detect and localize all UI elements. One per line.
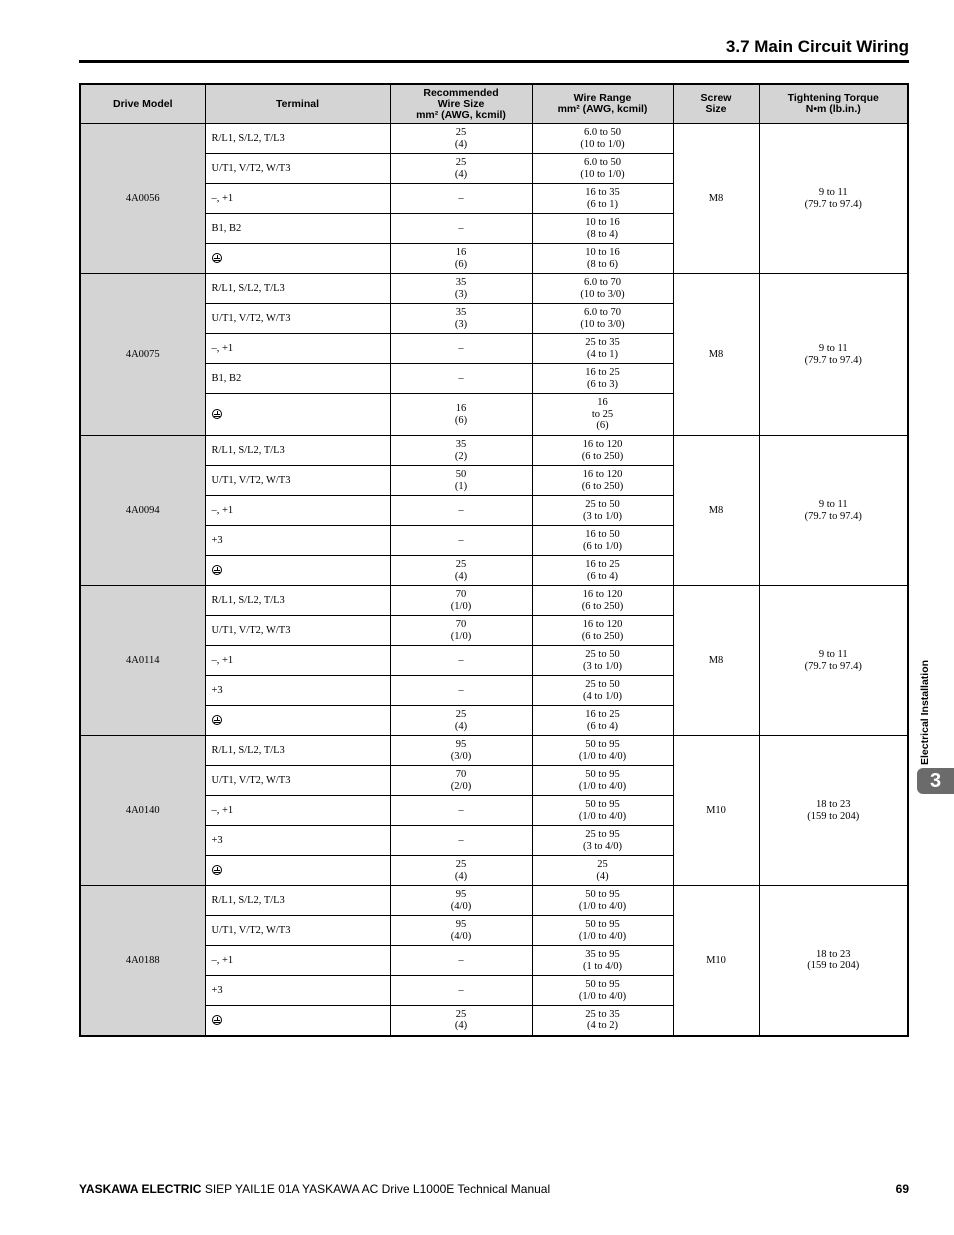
wiring-table [79, 83, 909, 1037]
terminal-cell [205, 1006, 390, 1036]
recommended-wire-size-cell: 70 (1/0) [390, 586, 532, 616]
terminal-cell: U/T1, V/T2, W/T3 [205, 304, 390, 334]
terminal-cell: +3 [205, 826, 390, 856]
col-header-recommended-wire-size: Recommended Wire Size mm² (AWG, kcmil) [390, 84, 532, 124]
terminal-cell: U/T1, V/T2, W/T3 [205, 766, 390, 796]
recommended-wire-size-cell: – [390, 496, 532, 526]
wire-range-cell: 16 to 120 (6 to 250) [532, 466, 673, 496]
recommended-wire-size-cell: – [390, 184, 532, 214]
terminal-cell: –, +1 [205, 496, 390, 526]
recommended-wire-size-cell: – [390, 676, 532, 706]
tightening-torque-cell: 9 to 11 (79.7 to 97.4) [759, 274, 908, 436]
wire-range-cell: 16 to 35 (6 to 1) [532, 184, 673, 214]
screw-size-cell: M8 [673, 124, 759, 274]
recommended-wire-size-cell: 95 (4/0) [390, 886, 532, 916]
recommended-wire-size-cell: – [390, 826, 532, 856]
wire-range-cell: 50 to 95 (1/0 to 4/0) [532, 736, 673, 766]
recommended-wire-size-cell: – [390, 526, 532, 556]
terminal-cell: –, +1 [205, 646, 390, 676]
ground-terminal-icon [212, 715, 222, 725]
terminal-cell [205, 556, 390, 586]
wire-range-cell: 25 (4) [532, 856, 673, 886]
recommended-wire-size-cell: 50 (1) [390, 466, 532, 496]
recommended-wire-size-cell: 16 (6) [390, 394, 532, 436]
recommended-wire-size-cell: – [390, 946, 532, 976]
terminal-cell: –, +1 [205, 946, 390, 976]
wire-range-cell: 16 to 50 (6 to 1/0) [532, 526, 673, 556]
terminal-cell: B1, B2 [205, 364, 390, 394]
footer [79, 1182, 909, 1196]
col-header-tightening-torque: Tightening Torque N•m (lb.in.) [759, 84, 908, 124]
table-header-row [80, 84, 908, 124]
terminal-cell: U/T1, V/T2, W/T3 [205, 616, 390, 646]
wire-range-cell: 16 to 120 (6 to 250) [532, 436, 673, 466]
recommended-wire-size-cell: 25 (4) [390, 1006, 532, 1036]
wire-range-cell: 6.0 to 50 (10 to 1/0) [532, 154, 673, 184]
wire-range-cell: 50 to 95 (1/0 to 4/0) [532, 916, 673, 946]
table-row [80, 124, 908, 154]
ground-terminal-icon [212, 253, 222, 263]
terminal-cell: U/T1, V/T2, W/T3 [205, 916, 390, 946]
wire-range-cell: 16 to 25 (6 to 4) [532, 706, 673, 736]
ground-terminal-icon [212, 865, 222, 875]
wire-range-cell: 25 to 50 (3 to 1/0) [532, 496, 673, 526]
table-row [80, 586, 908, 616]
screw-size-cell: M8 [673, 274, 759, 436]
recommended-wire-size-cell: – [390, 334, 532, 364]
recommended-wire-size-cell: 35 (2) [390, 436, 532, 466]
recommended-wire-size-cell: 25 (4) [390, 154, 532, 184]
tightening-torque-cell: 18 to 23 (159 to 204) [759, 736, 908, 886]
screw-size-cell: M8 [673, 586, 759, 736]
terminal-cell: R/L1, S/L2, T/L3 [205, 436, 390, 466]
wire-range-cell: 25 to 35 (4 to 1) [532, 334, 673, 364]
page-number: 69 [895, 1182, 909, 1196]
tightening-torque-cell: 9 to 11 (79.7 to 97.4) [759, 436, 908, 586]
section-title: 3.7 Main Circuit Wiring [725, 37, 909, 56]
col-header-drive-model: Drive Model [80, 84, 205, 124]
ground-terminal-icon [212, 565, 222, 575]
wire-range-cell: 16 to 25 (6 to 3) [532, 364, 673, 394]
wire-range-cell: 16 to 25 (6) [532, 394, 673, 436]
recommended-wire-size-cell: 70 (1/0) [390, 616, 532, 646]
terminal-cell: R/L1, S/L2, T/L3 [205, 886, 390, 916]
recommended-wire-size-cell: 25 (4) [390, 556, 532, 586]
screw-size-cell: M10 [673, 886, 759, 1036]
recommended-wire-size-cell: – [390, 364, 532, 394]
chapter-tab: 3 [917, 768, 954, 794]
terminal-cell: +3 [205, 676, 390, 706]
recommended-wire-size-cell: 25 (4) [390, 706, 532, 736]
drive-model-cell: 4A0056 [80, 124, 205, 274]
col-header-screw-size: Screw Size [673, 84, 759, 124]
recommended-wire-size-cell: 25 (4) [390, 124, 532, 154]
side-tab-label: Electrical Installation [919, 659, 931, 765]
table-row [80, 436, 908, 466]
terminal-cell: –, +1 [205, 184, 390, 214]
table-row [80, 886, 908, 916]
footer-brand: YASKAWA ELECTRIC [79, 1182, 202, 1196]
col-header-terminal: Terminal [205, 84, 390, 124]
wire-range-cell: 16 to 120 (6 to 250) [532, 616, 673, 646]
terminal-cell: –, +1 [205, 334, 390, 364]
recommended-wire-size-cell: 95 (3/0) [390, 736, 532, 766]
wire-range-cell: 50 to 95 (1/0 to 4/0) [532, 766, 673, 796]
ground-terminal-icon [212, 409, 222, 419]
terminal-cell: R/L1, S/L2, T/L3 [205, 274, 390, 304]
recommended-wire-size-cell: 95 (4/0) [390, 916, 532, 946]
recommended-wire-size-cell: – [390, 976, 532, 1006]
drive-model-cell: 4A0094 [80, 436, 205, 586]
recommended-wire-size-cell: 25 (4) [390, 856, 532, 886]
wire-range-cell: 6.0 to 70 (10 to 3/0) [532, 274, 673, 304]
wire-range-cell: 25 to 95 (3 to 4/0) [532, 826, 673, 856]
table-row [80, 274, 908, 304]
footer-doc-title: SIEP YAIL1E 01A YASKAWA AC Drive L1000E Technical Manual [204, 1182, 551, 1196]
wire-range-cell: 25 to 35 (4 to 2) [532, 1006, 673, 1036]
terminal-cell: U/T1, V/T2, W/T3 [205, 466, 390, 496]
wire-range-cell: 35 to 95 (1 to 4/0) [532, 946, 673, 976]
drive-model-cell: 4A0188 [80, 886, 205, 1036]
screw-size-cell: M8 [673, 436, 759, 586]
terminal-cell: R/L1, S/L2, T/L3 [205, 736, 390, 766]
recommended-wire-size-cell: 16 (6) [390, 244, 532, 274]
terminal-cell [205, 856, 390, 886]
tightening-torque-cell: 18 to 23 (159 to 204) [759, 886, 908, 1036]
wire-range-cell: 50 to 95 (1/0 to 4/0) [532, 976, 673, 1006]
tightening-torque-cell: 9 to 11 (79.7 to 97.4) [759, 124, 908, 274]
recommended-wire-size-cell: – [390, 646, 532, 676]
terminal-cell: U/T1, V/T2, W/T3 [205, 154, 390, 184]
drive-model-cell: 4A0114 [80, 586, 205, 736]
drive-model-cell: 4A0140 [80, 736, 205, 886]
terminal-cell: R/L1, S/L2, T/L3 [205, 124, 390, 154]
terminal-cell: –, +1 [205, 796, 390, 826]
recommended-wire-size-cell: 35 (3) [390, 304, 532, 334]
terminal-cell: R/L1, S/L2, T/L3 [205, 586, 390, 616]
wire-range-cell: 6.0 to 70 (10 to 3/0) [532, 304, 673, 334]
col-header-wire-range: Wire Range mm² (AWG, kcmil) [532, 84, 673, 124]
terminal-cell: +3 [205, 976, 390, 1006]
terminal-cell: B1, B2 [205, 214, 390, 244]
terminal-cell: +3 [205, 526, 390, 556]
table-row [80, 736, 908, 766]
wire-range-cell: 16 to 120 (6 to 250) [532, 586, 673, 616]
table-body [80, 124, 908, 1036]
wire-range-cell: 50 to 95 (1/0 to 4/0) [532, 796, 673, 826]
terminal-cell [205, 394, 390, 436]
ground-terminal-icon [212, 1015, 222, 1025]
terminal-cell [205, 244, 390, 274]
wire-range-cell: 6.0 to 50 (10 to 1/0) [532, 124, 673, 154]
recommended-wire-size-cell: – [390, 796, 532, 826]
tightening-torque-cell: 9 to 11 (79.7 to 97.4) [759, 586, 908, 736]
recommended-wire-size-cell: 35 (3) [390, 274, 532, 304]
recommended-wire-size-cell: – [390, 214, 532, 244]
wire-range-cell: 10 to 16 (8 to 4) [532, 214, 673, 244]
drive-model-cell: 4A0075 [80, 274, 205, 436]
terminal-cell [205, 706, 390, 736]
recommended-wire-size-cell: 70 (2/0) [390, 766, 532, 796]
wire-range-cell: 50 to 95 (1/0 to 4/0) [532, 886, 673, 916]
wire-range-cell: 25 to 50 (3 to 1/0) [532, 646, 673, 676]
wire-range-cell: 10 to 16 (8 to 6) [532, 244, 673, 274]
wire-range-cell: 16 to 25 (6 to 4) [532, 556, 673, 586]
wire-range-cell: 25 to 50 (4 to 1/0) [532, 676, 673, 706]
screw-size-cell: M10 [673, 736, 759, 886]
header-rule [79, 60, 909, 63]
